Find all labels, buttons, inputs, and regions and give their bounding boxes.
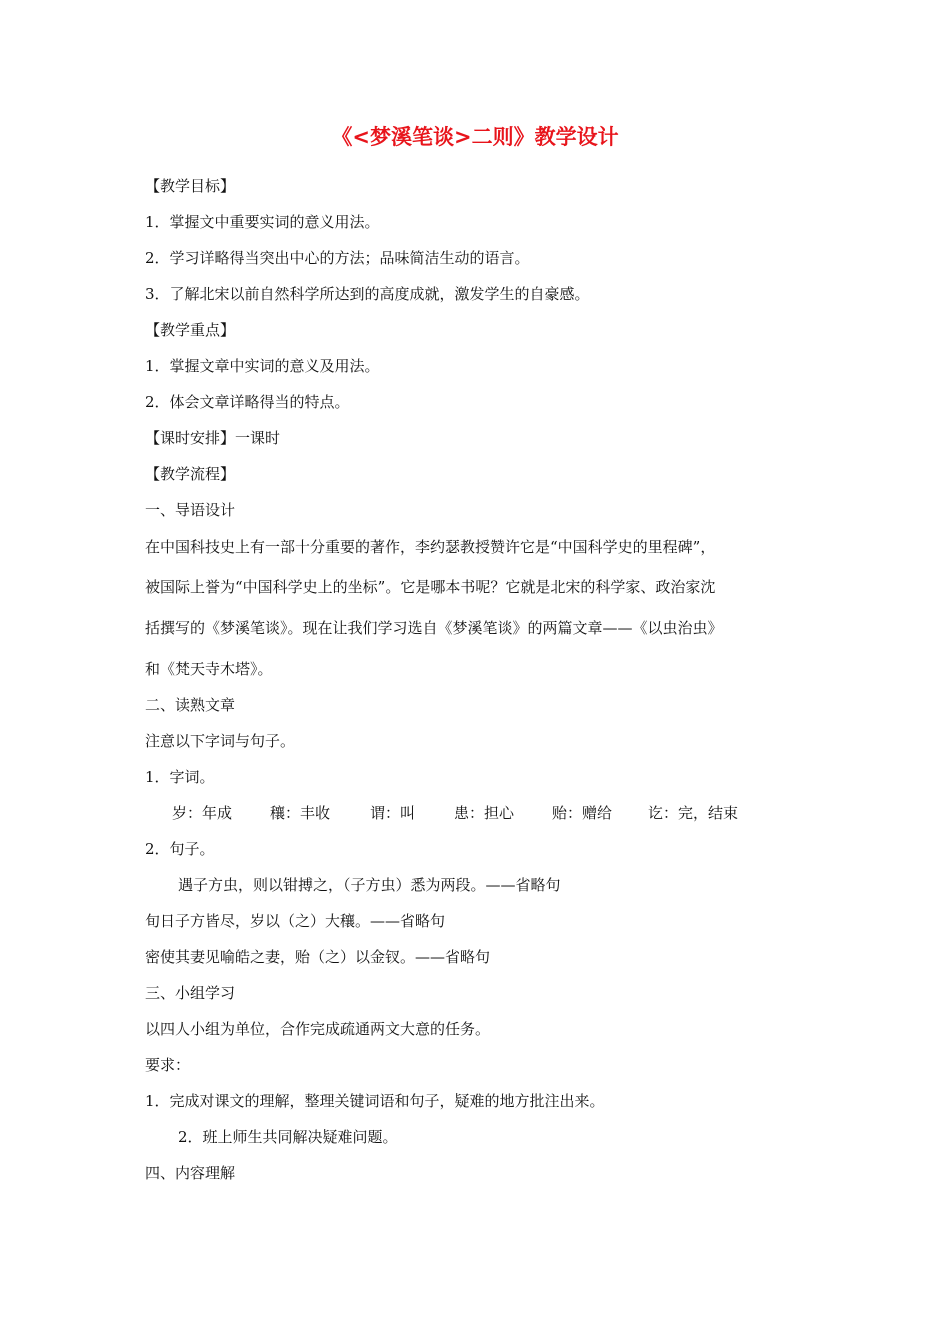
key-point-1: 1．掌握文章中实词的意义及用法。 bbox=[145, 357, 380, 375]
step-2-heading: 二、读熟文章 bbox=[145, 696, 236, 714]
objective-1: 1．掌握文中重要实词的意义用法。 bbox=[145, 213, 380, 231]
requirements-heading: 要求： bbox=[145, 1056, 191, 1074]
group-task-line: 以四人小组为单位，合作完成疏通两文大意的任务。 bbox=[145, 1020, 491, 1038]
section-heading-objectives: 【教学目标】 bbox=[145, 177, 236, 195]
section-heading-key-points: 【教学重点】 bbox=[145, 321, 236, 339]
vocab-item: 穰：丰收 bbox=[270, 804, 331, 822]
step-1-heading: 一、导语设计 bbox=[145, 501, 236, 519]
objective-2: 2．学习详略得当突出中心的方法；品味简洁生动的语言。 bbox=[145, 249, 530, 267]
intro-paragraph-line-1: 在中国科技史上有一部十分重要的著作，李约瑟教授赞许它是“中国科学史的里程碑”， bbox=[145, 538, 716, 556]
step-4-heading: 四、内容理解 bbox=[145, 1164, 236, 1182]
vocab-item: 岁：年成 bbox=[172, 804, 233, 822]
section-heading-schedule: 【课时安排】一课时 bbox=[145, 429, 281, 447]
sentence-heading: 2．句子。 bbox=[145, 840, 215, 858]
note-line: 注意以下字词与句子。 bbox=[145, 732, 296, 750]
sentence-2: 旬日子方皆尽，岁以（之）大穰。——省略句 bbox=[145, 912, 446, 930]
vocab-item: 讫：完，结束 bbox=[648, 804, 739, 822]
objective-3: 3．了解北宋以前自然科学所达到的高度成就，激发学生的自豪感。 bbox=[145, 285, 590, 303]
vocab-list bbox=[172, 802, 758, 824]
requirement-2: 2．班上师生共同解决疑难问题。 bbox=[178, 1128, 398, 1146]
section-heading-procedure: 【教学流程】 bbox=[145, 465, 236, 483]
sentence-1: 遇子方虫，则以钳搏之，（子方虫）悉为两段。——省略句 bbox=[178, 876, 561, 894]
vocab-item: 贻：赠给 bbox=[552, 804, 613, 822]
requirement-1: 1．完成对课文的理解，整理关键词语和句子，疑难的地方批注出来。 bbox=[145, 1092, 605, 1110]
intro-paragraph-line-2: 被国际上誉为“中国科学史上的坐标”。它是哪本书呢？它就是北宋的科学家、政治家沈 bbox=[145, 578, 716, 596]
vocab-heading: 1．字词。 bbox=[145, 768, 215, 786]
step-3-heading: 三、小组学习 bbox=[145, 984, 236, 1002]
vocab-item: 患：担心 bbox=[454, 804, 515, 822]
intro-paragraph-line-4: 和《梵天寺木塔》。 bbox=[145, 660, 273, 678]
key-point-2: 2．体会文章详略得当的特点。 bbox=[145, 393, 350, 411]
sentence-3: 密使其妻见喻皓之妻，贻（之）以金钗。——省略句 bbox=[145, 948, 491, 966]
document-title: 《<梦溪笔谈>二则》教学设计 bbox=[331, 125, 619, 149]
vocab-item: 谓：叫 bbox=[370, 804, 416, 822]
intro-paragraph-line-3: 括撰写的《梦溪笔谈》。现在让我们学习选自《梦溪笔谈》的两篇文章——《以虫治虫》 bbox=[145, 619, 723, 637]
